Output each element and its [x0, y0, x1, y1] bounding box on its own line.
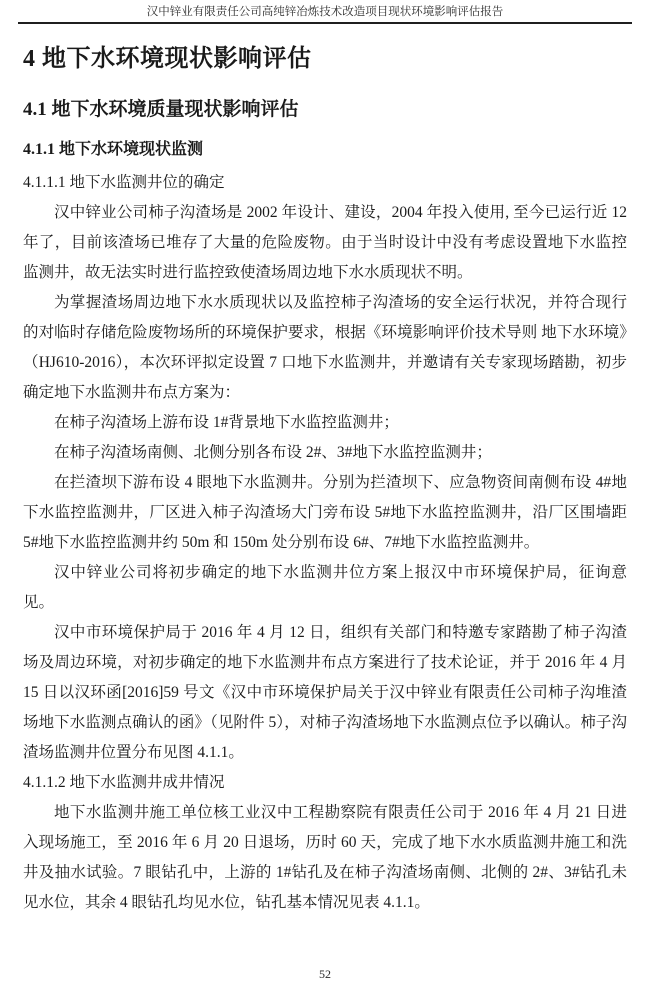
clause-heading-well-location: 4.1.1.1 地下水监测井位的确定 — [23, 174, 225, 191]
chapter-heading: 4 地下水环境现状影响评估 — [23, 46, 312, 72]
header-rule — [18, 22, 632, 24]
body-paragraph: 地下水监测井施工单位核工业汉中工程勘察院有限责任公司于 2016 年 4 月 21 日进入现场施工，至 2016 年 6 月 20 日退场，历时 60 天，完成了地下水水质监测井施工和洗井及抽水试验。7 眼钻孔中，上游的 1#钻孔及在柿子沟渣场南侧、北侧的 2#、3#钻孔未见水位，其余 4 眼钻孔均见水位，钻孔基本情况见表 4.1.1。 — [23, 804, 627, 911]
body-paragraph: 汉中锌业公司柿子沟渣场是 2002 年设计、建设，2004 年投入使用, 至今已运行近 12 年了，目前该渣场已堆存了大量的危险废物。由于当时设计中没有考虑设置地下水监控监测井，故无法实时进行监控致使渣场周边地下水水质现状不明。 — [23, 204, 627, 281]
page-header — [23, 0, 627, 20]
body-paragraph-list-item: 在柿子沟渣场上游布设 1#背景地下水监控监测井； — [54, 414, 399, 431]
document-body — [23, 168, 627, 918]
body-paragraph: 为掌握渣场周边地下水水质现状以及监控柿子沟渣场的安全运行状况，并符合现行的对临时存储危险废物场所的环境保护要求，根据《环境影响评价技术导则 地下水环境》（HJ610-2016），本次环评拟定设置 7 口地下水监测井，并邀请有关专家现场踏勘，初步确定地下水监测井布点方案为： — [23, 294, 627, 401]
header-title: 汉中锌业有限责任公司高纯锌冶炼技术改造项目现状环境影响评估报告 — [146, 6, 504, 18]
page-number: 52 — [319, 967, 331, 981]
body-paragraph-list-item: 在柿子沟渣场南侧、北侧分别各布设 2#、3#地下水监控监测井； — [54, 444, 492, 461]
body-paragraph: 在拦渣坝下游布设 4 眼地下水监测井。分别为拦渣坝下、应急物资间南侧布设 4#地下水监控监测井，厂区进入柿子沟渣场大门旁布设 5#地下水监控监测井，沿厂区围墙距 5#地下水监控监测井约 50m 和 150m 处分别布设 6#、7#地下水监控监测井。 — [23, 474, 627, 551]
body-paragraph: 汉中锌业公司将初步确定的地下水监测井位方案上报汉中市环境保护局，征询意见。 — [23, 564, 627, 611]
page-footer — [0, 967, 650, 982]
clause-heading-well-completion: 4.1.1.2 地下水监测井成井情况 — [23, 774, 225, 791]
section-heading: 4.1 地下水环境质量现状影响评估 — [23, 99, 299, 120]
body-paragraph: 汉中市环境保护局于 2016 年 4 月 12 日，组织有关部门和特邀专家踏勘了柿子沟渣场及周边环境，对初步确定的地下水监测井布点方案进行了技术论证，并于 2016 年 4 月 15 日以汉环函[2016]59 号文《汉中市环境保护局关于汉中锌业有限责任公司柿子沟堆渣场地下水监测点确认的函》（见附件 5），对柿子沟渣场地下水监测点位予以确认。柿子沟渣场监测井位置分布见图 4.1.1。 — [23, 624, 627, 761]
subsection-heading: 4.1.1 地下水环境现状监测 — [23, 141, 204, 158]
